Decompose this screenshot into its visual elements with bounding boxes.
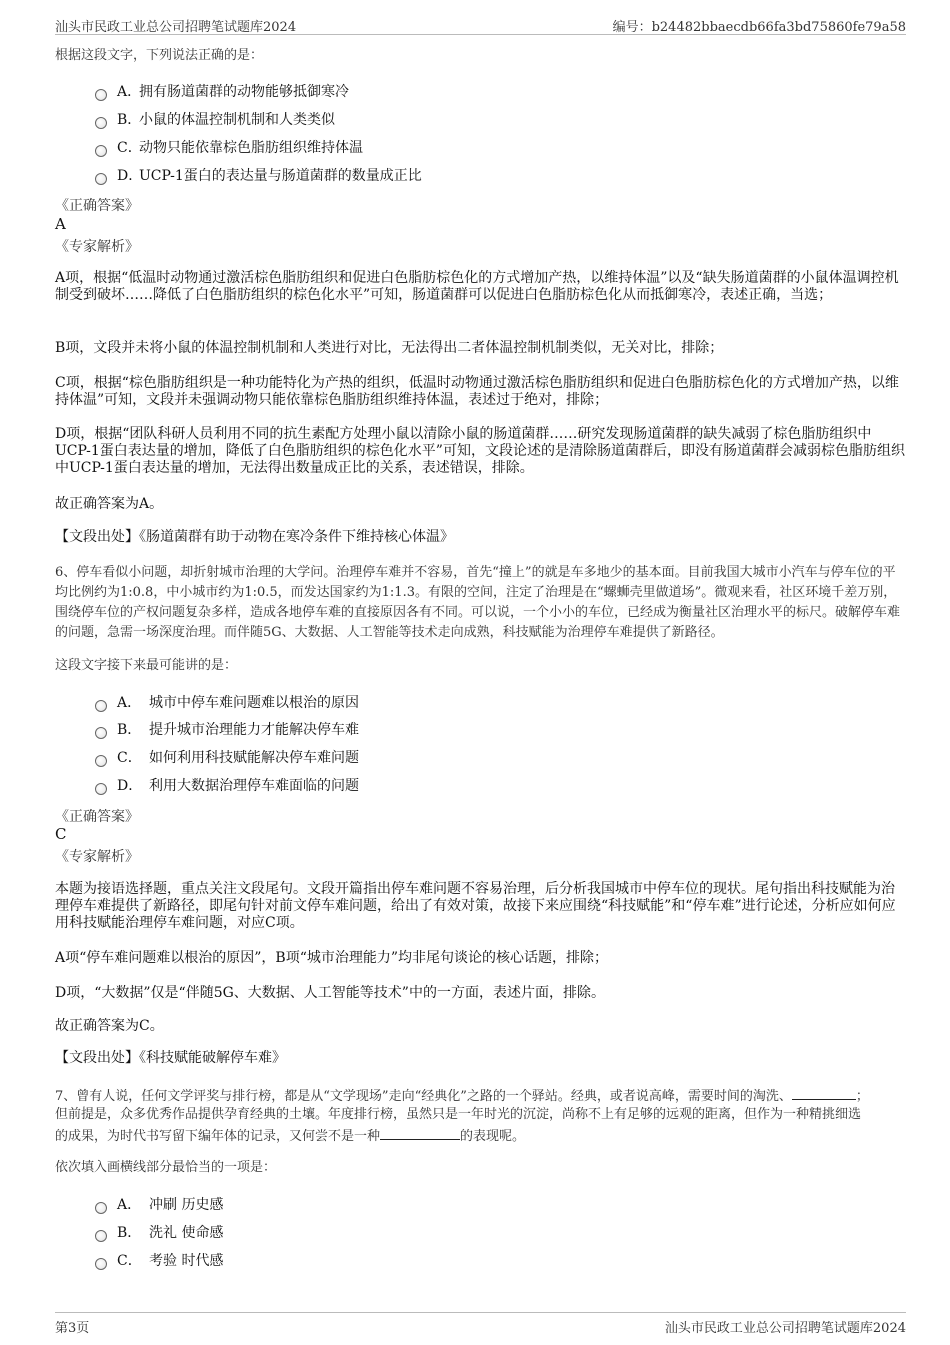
q6-answer: C — [55, 825, 67, 843]
q5-analysis-d: D项，根据“团队科研人员利用不同的抗生素配方处理小鼠以清除小鼠的肠道菌群……研究发现肠道菌群的缺失减弱了棕色脂肪组织中UCP-1蛋白表达量的增加，降低了白色脂肪组织的棕色化水平”可知，文段论述的是清除肠道菌群后，即没有肠道菌群会减弱棕色脂肪组织中UCP-1蛋白表达量的增加，无法得出数量成正比的关系，表述错误，排除。 — [55, 426, 905, 476]
q6-analysis-label: 《专家解析》 — [55, 849, 139, 865]
q5-answer-label: 《正确答案》 — [55, 198, 139, 214]
q7-stem-line3: 的成果，为时代书写留下编年体的记录，又何尝不是一种 的表现呢。 — [55, 1125, 906, 1147]
q5-option-a[interactable]: A． 拥有肠道菌群的动物能够抵御寒冷 — [95, 82, 349, 102]
q6-analysis-main: 本题为接语选择题，重点关注文段尾句。文段开篇指出停车难问题不容易治理，后分析我国城市中停车位的现状。尾句指出科技赋能为治理停车难提供了新路径，即尾句针对前文停车难问题，给出了有效对策，故接下来应围绕“科技赋能”和“停车难”进行论述，分析应如何应用科技赋能治理停车难问题，对应C项。 — [55, 881, 896, 931]
q7-stem-line2: 但前提是，众多优秀作品提供孕育经典的土壤。年度排行榜，虽然只是一年时光的沉淀，尚称不上有足够的远观的距离，但作为一种精挑细选 — [55, 1107, 862, 1122]
q5-conclusion: 故正确答案为A。 — [55, 496, 164, 512]
radio-icon[interactable] — [95, 755, 107, 767]
q7-question: 依次填入画横线部分最恰当的一项是： — [55, 1160, 277, 1175]
radio-icon[interactable] — [95, 783, 107, 795]
page-footer — [55, 1312, 906, 1335]
header-serial-number: 编号：b24482bbaecdb66fa3bd75860fe79a58 — [612, 20, 906, 35]
q7-blank-1 — [792, 1085, 856, 1100]
footer-title: 汕头市民政工业总公司招聘笔试题库2024 — [664, 1321, 906, 1336]
radio-icon[interactable] — [95, 117, 107, 129]
header-title: 汕头市民政工业总公司招聘笔试题库2024 — [55, 20, 297, 35]
q5-question: 根据这段文字，下列说法正确的是： — [55, 48, 264, 63]
q5-source: 【文段出处】《肠道菌群有助于动物在寒冷条件下维持核心体温》 — [55, 529, 454, 545]
q5-option-d[interactable]: D． UCP-1蛋白的表达量与肠道菌群的数量成正比 — [95, 166, 422, 186]
q5-answer: A — [55, 215, 66, 233]
page-number: 第3页 — [55, 1321, 90, 1336]
q6-source: 【文段出处】《科技赋能破解停车难》 — [55, 1050, 286, 1066]
q6-question: 这段文字接下来最可能讲的是： — [55, 658, 238, 673]
q6-analysis-d: D项，“大数据”仅是“伴随5G、大数据、人工智能等技术”中的一方面，表述片面，排除。 — [55, 985, 605, 1001]
q6-answer-label: 《正确答案》 — [55, 809, 139, 825]
q5-analysis-b: B项，文段并未将小鼠的体温控制机制和人类进行对比，无法得出二者体温控制机制类似，无关对比，排除； — [55, 340, 724, 356]
q5-option-b[interactable]: B． 小鼠的体温控制机制和人类类似 — [95, 110, 335, 130]
q6-option-b[interactable]: B． 提升城市治理能力才能解决停车难 — [95, 720, 359, 740]
q6-conclusion: 故正确答案为C。 — [55, 1018, 164, 1034]
radio-icon[interactable] — [95, 727, 107, 739]
q6-option-c[interactable]: C． 如何利用科技赋能解决停车难问题 — [95, 748, 359, 768]
q7-option-b[interactable]: B． 洗礼 使命感 — [95, 1223, 223, 1243]
radio-icon[interactable] — [95, 700, 107, 712]
q5-analysis-a: A项，根据“低温时动物通过激活棕色脂肪组织和促进白色脂肪棕色化的方式增加产热，以维持体温”以及“缺失肠道菌群的小鼠体温调控机制受到破坏……降低了白色脂肪组织的棕色化水平”可知，肠道菌群可以促进白色脂肪棕色化从而抵御寒冷，表述正确，当选； — [55, 270, 899, 303]
radio-icon[interactable] — [95, 173, 107, 185]
q7-option-c[interactable]: C． 考验 时代感 — [95, 1251, 223, 1271]
q7-option-a[interactable]: A． 冲刷 历史感 — [95, 1195, 223, 1215]
radio-icon[interactable] — [95, 1258, 107, 1270]
q5-analysis-label: 《专家解析》 — [55, 239, 139, 255]
q6-analysis-ab: A项“停车难问题难以根治的原因”，B项“城市治理能力”均非尾句谈论的核心话题，排除； — [55, 950, 609, 966]
q5-option-c[interactable]: C． 动物只能依靠棕色脂肪组织维持体温 — [95, 138, 363, 158]
radio-icon[interactable] — [95, 145, 107, 157]
radio-icon[interactable] — [95, 1202, 107, 1214]
q6-option-d[interactable]: D． 利用大数据治理停车难面临的问题 — [95, 776, 359, 796]
q7-stem-line1: 7、曾有人说，任何文学评奖与排行榜，都是从“文学现场”走向“经典化”之路的一个驿站。经典，或者说高峰，需要时间的淘洗、 ； — [55, 1085, 906, 1107]
radio-icon[interactable] — [95, 1230, 107, 1242]
radio-icon[interactable] — [95, 89, 107, 101]
page-header — [55, 12, 906, 35]
q6-stem: 6、停车看似小问题，却折射城市治理的大学问。治理停车难并不容易，首先“撞上”的就是车多地少的基本面。目前我国大城市小汽车与停车位的平均比例约为1:0.8，中小城市约为1:0.5，而发达国家约为1:1.3。有限的空间，注定了治理是在“螺蛳壳里做道场”。微观来看，社区环境千差万别，围绕停车位的产权问题复杂多样，造成各地停车难的直接原因各有不同。可以说，一个小小的车位，已经成为衡量社区治理水平的标尺。破解停车难的问题，急需一场深度治理。而伴随5G、大数据、人工智能等技术走向成熟，科技赋能为治理停车难提供了新路径。 — [55, 565, 901, 640]
q5-analysis-c: C项，根据“棕色脂肪组织是一种功能特化为产热的组织，低温时动物通过激活棕色脂肪组织和促进白色脂肪棕色化的方式增加产热，以维持体温”可知，文段并未强调动物只能依靠棕色脂肪组织维持体温，表述过于绝对，排除； — [55, 375, 899, 408]
q6-option-a[interactable]: A． 城市中停车难问题难以根治的原因 — [95, 693, 359, 713]
q7-blank-2 — [380, 1125, 460, 1140]
